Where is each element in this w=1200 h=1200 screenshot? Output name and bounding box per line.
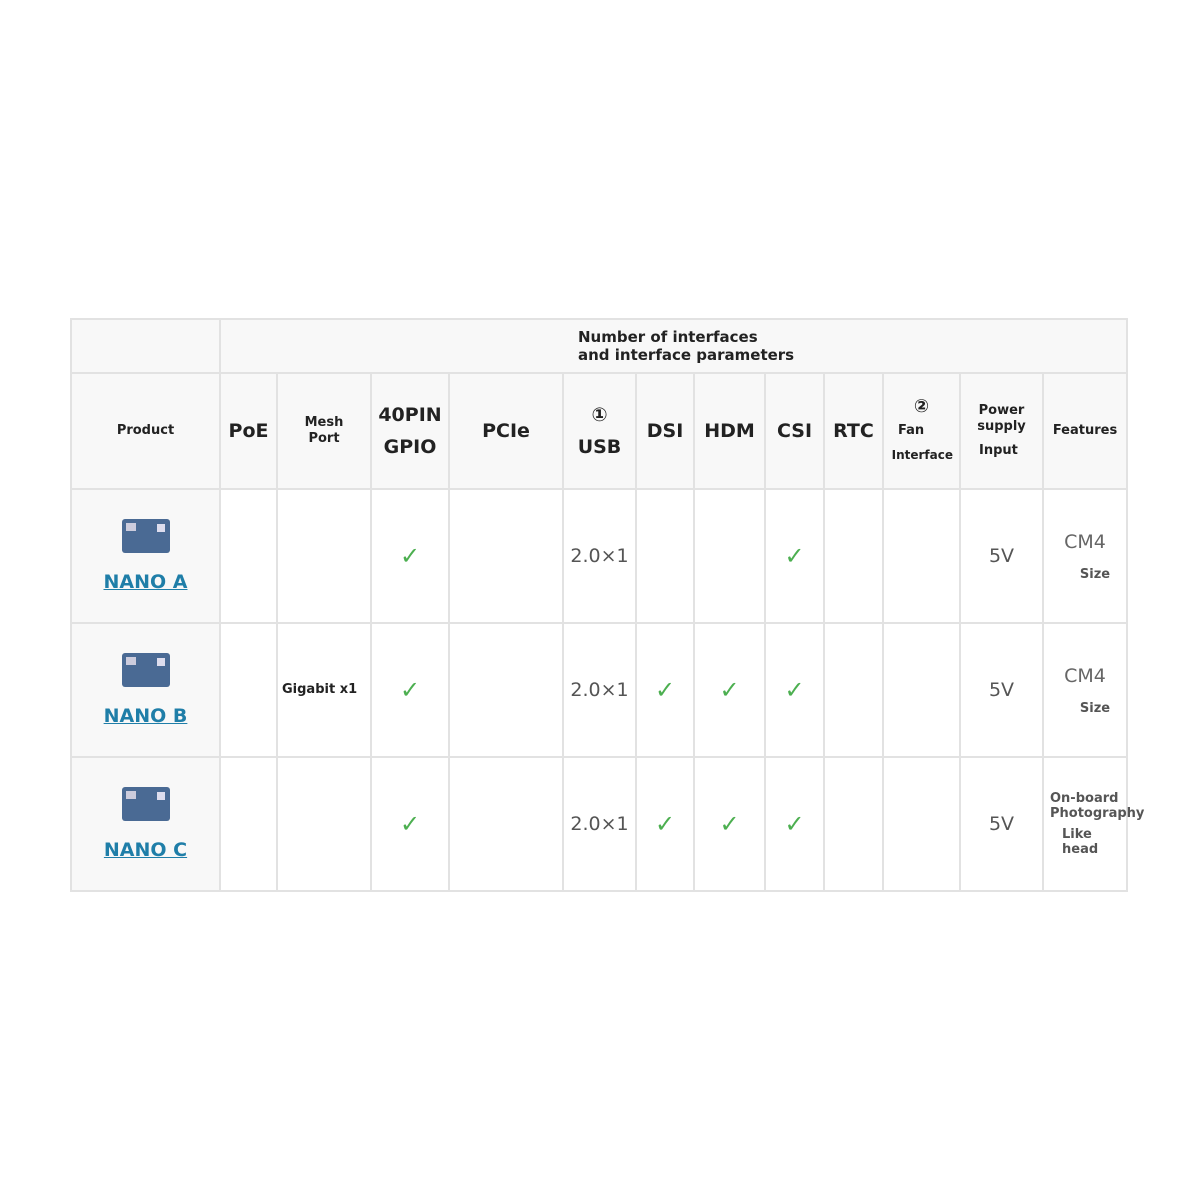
feature: Size (1079, 566, 1111, 582)
check-icon: ✓ (765, 489, 824, 623)
header-csi: CSI (765, 373, 824, 489)
usb-cell: 2.0×1 (563, 489, 636, 623)
mesh-cell (277, 489, 371, 623)
cell (220, 489, 277, 623)
board-image (122, 787, 170, 821)
cell (449, 489, 563, 623)
header-power (960, 373, 1043, 489)
label: Input (979, 443, 1018, 458)
power-cell: 5V (960, 757, 1043, 891)
label: GPIO (383, 436, 437, 458)
label: supply (977, 419, 1026, 434)
cell (220, 623, 277, 757)
header-pcie: PCIe (449, 373, 563, 489)
label: Fan (898, 423, 925, 438)
cell (883, 757, 960, 891)
cell (220, 757, 277, 891)
empty-corner (71, 319, 220, 373)
power-cell: 5V (960, 623, 1043, 757)
label: Port (308, 431, 340, 446)
cell (883, 623, 960, 757)
features-cell (1043, 757, 1145, 891)
features-cell (1043, 489, 1127, 623)
usb-cell: 2.0×1 (563, 757, 636, 891)
hdmi-cell (694, 489, 765, 623)
mesh-cell (277, 757, 371, 891)
label: Interface (891, 448, 953, 462)
product-cell (71, 489, 220, 623)
product-link[interactable]: NANO A (103, 571, 188, 593)
header-rtc: RTC (824, 373, 883, 489)
cell (449, 757, 563, 891)
feature: Size (1079, 700, 1111, 716)
header-features: Features (1043, 373, 1127, 489)
table-row (71, 757, 1127, 891)
table-title (220, 319, 1127, 373)
check-icon: ✓ (371, 623, 449, 757)
label: USB (577, 436, 622, 458)
dsi-cell (636, 489, 694, 623)
header-poe: PoE (220, 373, 277, 489)
label: Power (978, 403, 1025, 418)
feature: CM4 (1064, 664, 1106, 687)
usb-cell: 2.0×1 (563, 623, 636, 757)
product-link[interactable]: NANO B (103, 705, 188, 727)
check-icon: ✓ (371, 489, 449, 623)
table-row (71, 623, 1127, 757)
check-icon: ✓ (765, 757, 824, 891)
table-row (71, 489, 1127, 623)
check-icon: ✓ (636, 757, 694, 891)
board-image (122, 653, 170, 687)
product-cell (71, 757, 220, 891)
features-cell (1043, 623, 1127, 757)
feature: On-board Photography (1050, 791, 1145, 821)
header-hdmi: HDM (694, 373, 765, 489)
check-icon: ✓ (371, 757, 449, 891)
check-icon: ✓ (765, 623, 824, 757)
title-text: Number of interfaces and interface parameters (578, 328, 795, 364)
cell (824, 757, 883, 891)
label: 40PIN (378, 404, 442, 426)
label: Mesh (304, 415, 344, 430)
cell (824, 623, 883, 757)
check-icon: ✓ (694, 757, 765, 891)
cell (883, 489, 960, 623)
check-icon: ✓ (694, 623, 765, 757)
header-mesh (277, 373, 371, 489)
header-fan (883, 373, 960, 489)
circled-two: ② (913, 396, 930, 417)
interface-comparison-table (70, 318, 1145, 892)
feature: Like head (1062, 827, 1099, 857)
header-usb (563, 373, 636, 489)
header-gpio (371, 373, 449, 489)
mesh-cell: Gigabit x1 (277, 623, 371, 757)
product-cell (71, 623, 220, 757)
cell (449, 623, 563, 757)
check-icon: ✓ (636, 623, 694, 757)
circled-one: ① (591, 404, 608, 426)
feature: CM4 (1064, 530, 1106, 553)
board-image (122, 519, 170, 553)
cell (824, 489, 883, 623)
power-cell: 5V (960, 489, 1043, 623)
header-product: Product (71, 373, 220, 489)
product-link[interactable]: NANO C (103, 839, 188, 861)
header-dsi: DSI (636, 373, 694, 489)
